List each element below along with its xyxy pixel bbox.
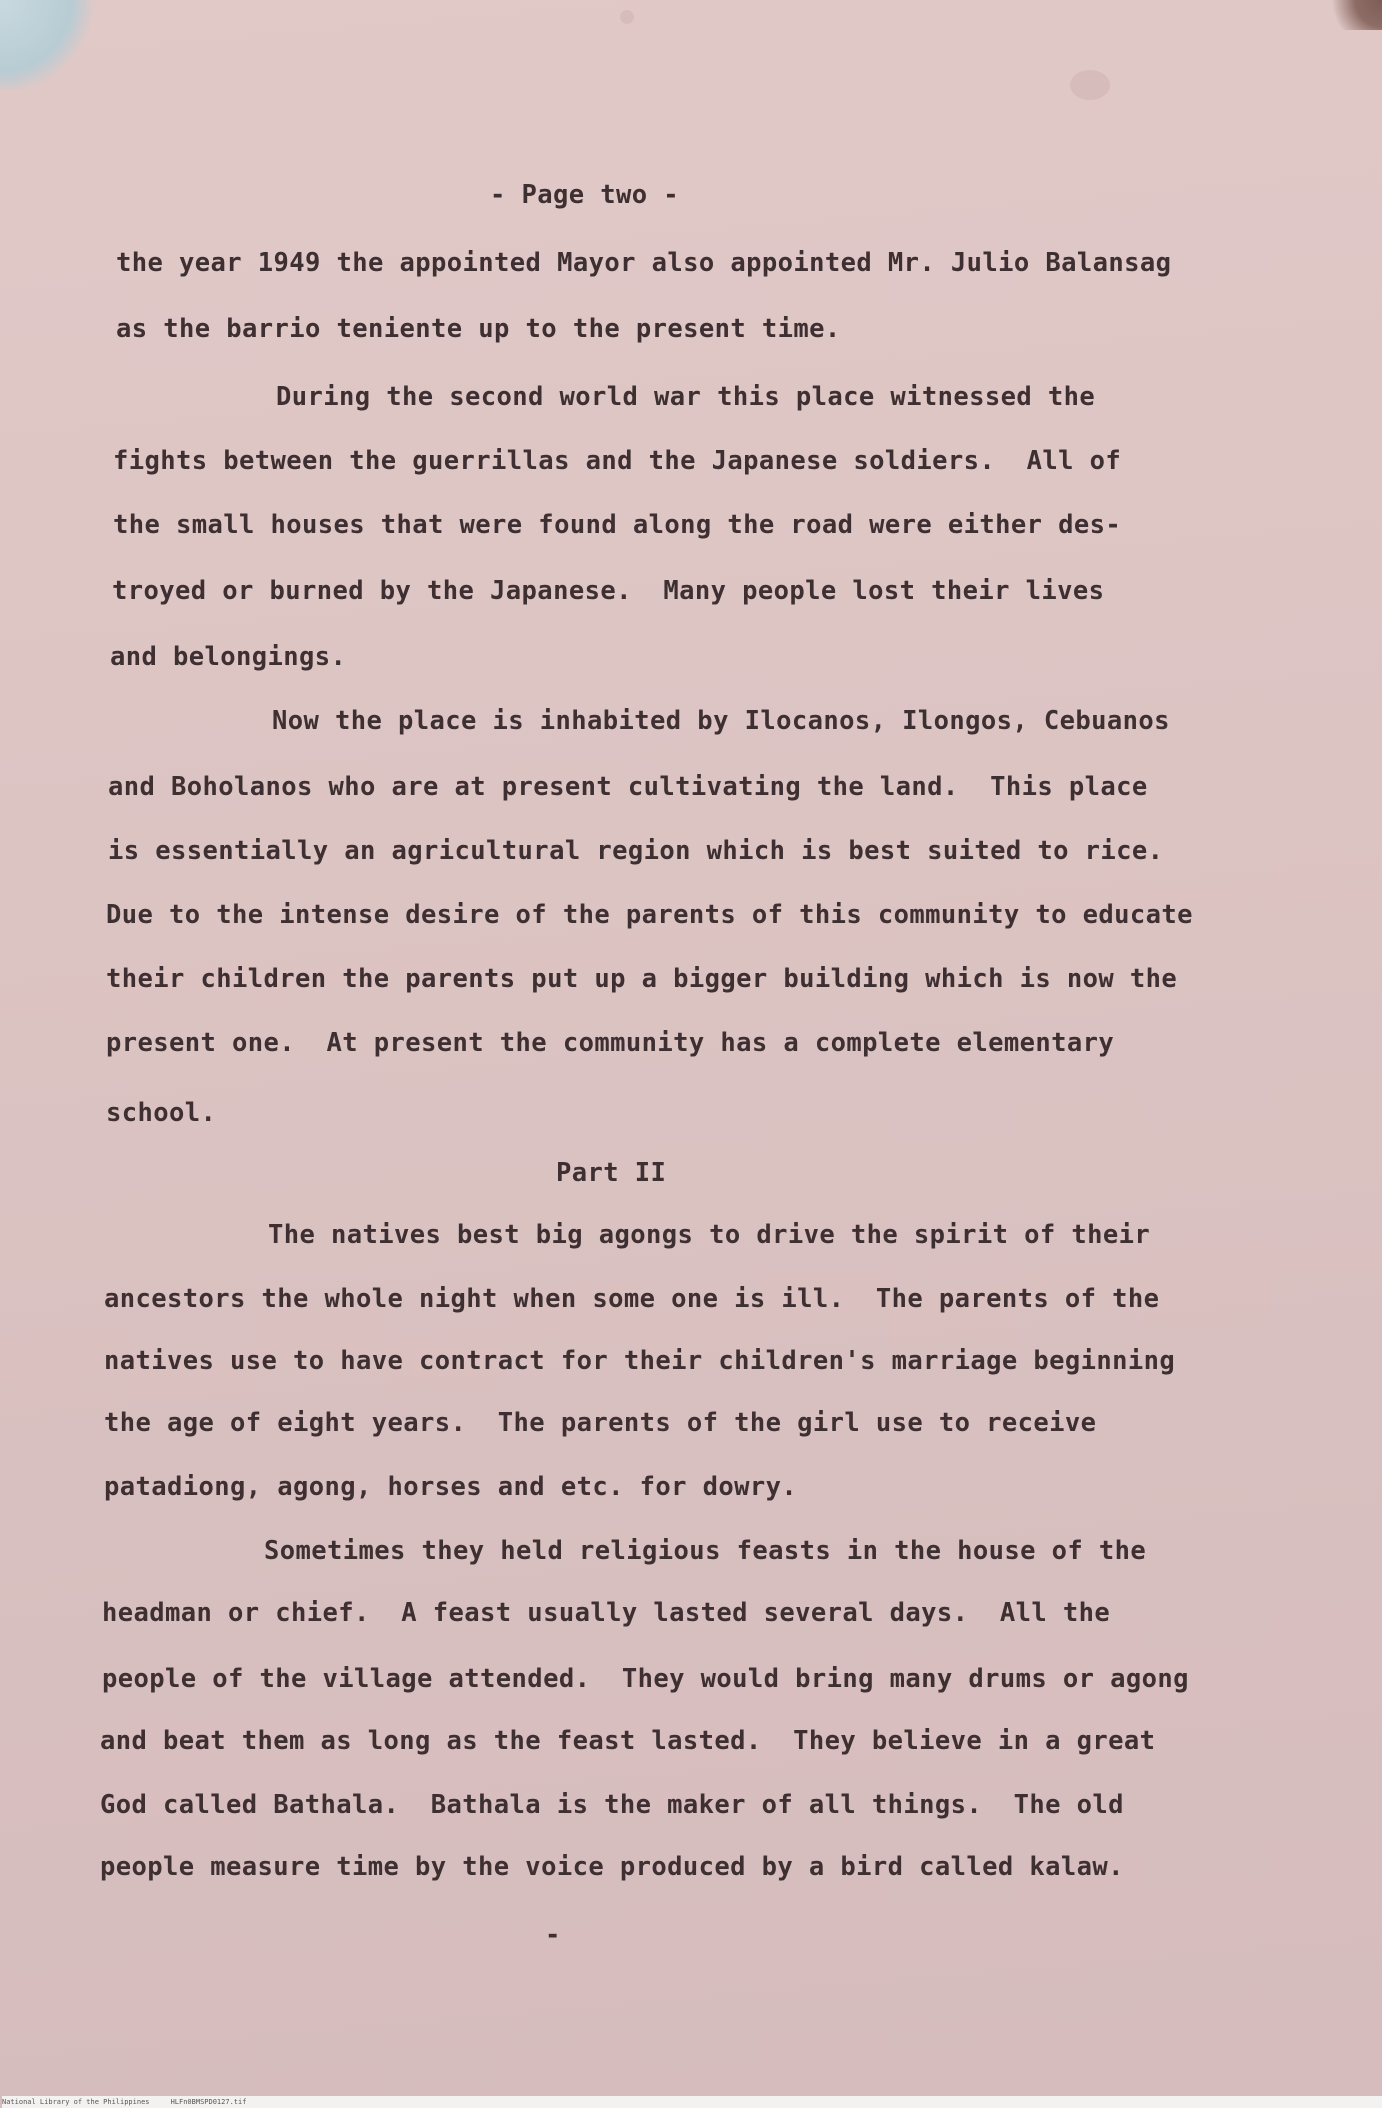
text-line: present one. At present the community has a complete elementary xyxy=(106,1028,1115,1058)
text-line: ancestors the whole night when some one is ill. The parents of the xyxy=(104,1284,1160,1314)
scan-footer: National Library of the Philippines HLFn0BMSPD0127.tif xyxy=(2,2096,1382,2108)
page-header: - Page two - xyxy=(490,180,680,210)
text-line: their children the parents put up a bigger building which is now the xyxy=(106,964,1178,994)
text-line: the year 1949 the appointed Mayor also appointed Mr. Julio Balansag xyxy=(116,248,1172,278)
end-mark: - xyxy=(545,1920,561,1950)
text-line: and belongings. xyxy=(110,642,347,672)
text-line: Sometimes they held religious feasts in the house of the xyxy=(264,1536,1147,1566)
text-line: the age of eight years. The parents of the girl use to receive xyxy=(104,1408,1097,1438)
part-heading: Part II xyxy=(556,1158,667,1188)
text-line: and beat them as long as the feast lasted. They believe in a great xyxy=(100,1726,1156,1756)
text-line: people of the village attended. They would bring many drums or agong xyxy=(102,1664,1189,1694)
text-line: Due to the intense desire of the parents of this community to educate xyxy=(106,900,1193,930)
text-line: as the barrio teniente up to the present time. xyxy=(116,314,841,344)
text-line: the small houses that were found along the road were either des- xyxy=(113,510,1122,540)
text-line: During the second world war this place witnessed the xyxy=(276,382,1096,412)
text-line: school. xyxy=(106,1098,217,1128)
text-line: troyed or burned by the Japanese. Many people lost their lives xyxy=(112,576,1105,606)
text-line: fights between the guerrillas and the Japanese soldiers. All of xyxy=(113,446,1122,476)
text-line: and Boholanos who are at present cultivating the land. This place xyxy=(108,772,1148,802)
text-line: natives use to have contract for their children's marriage beginning xyxy=(104,1346,1176,1376)
text-line: people measure time by the voice produced by a bird called kalaw. xyxy=(100,1852,1124,1882)
text-line: headman or chief. A feast usually lasted several days. All the xyxy=(102,1598,1111,1628)
text-line: God called Bathala. Bathala is the maker of all things. The old xyxy=(100,1790,1124,1820)
text-line: The natives best big agongs to drive the spirit of their xyxy=(268,1220,1151,1250)
text-line: Now the place is inhabited by Ilocanos, Ilongos, Cebuanos xyxy=(272,706,1170,736)
text-line: patadiong, agong, horses and etc. for dowry. xyxy=(104,1472,798,1502)
text-line: is essentially an agricultural region which is best suited to rice. xyxy=(108,836,1164,866)
